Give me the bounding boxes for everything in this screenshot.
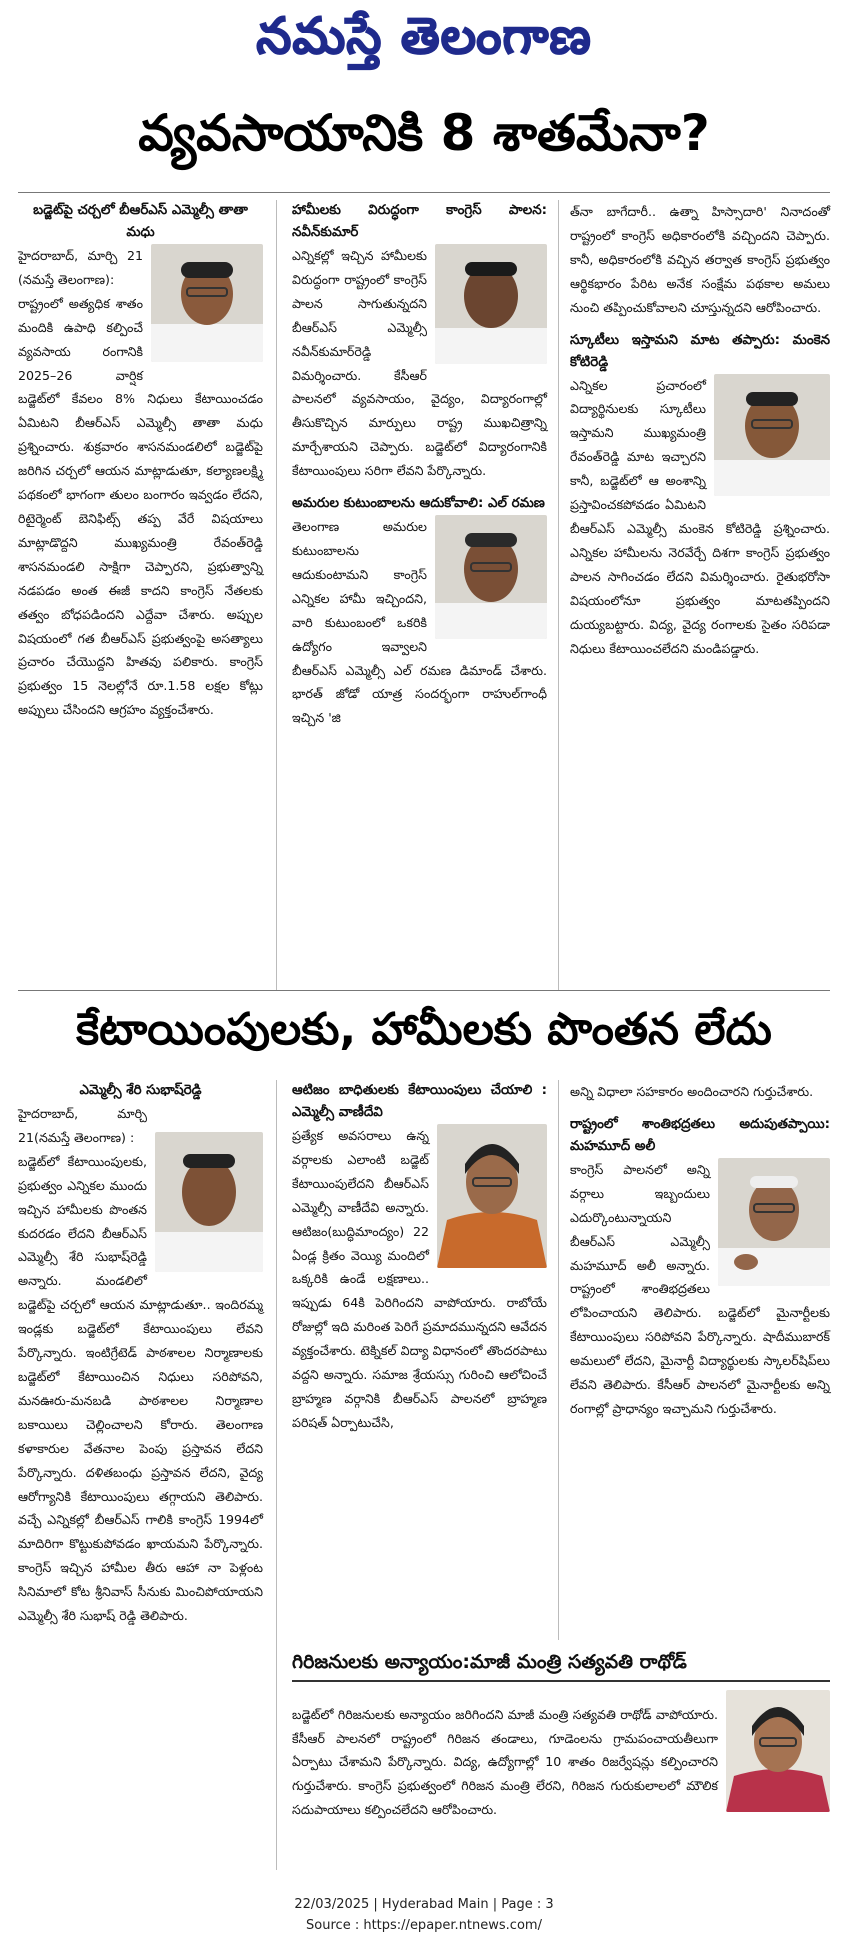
divider	[18, 990, 830, 991]
article-vani-devi	[292, 1080, 547, 1435]
article-naveen-kumar	[292, 200, 547, 730]
article-body: కాంగ్రెస్ పాలనలో అన్ని వర్గాలు ఇబ్బందులు ఎదుర్కొంటున్నాయని బీఆర్‌ఎస్ ఎమ్మెల్సీ మహమూద్ అలీ అన్నారు. రాష్ట్రంలో శాంతిభద్రతలు లోపించాయని తెలిపారు. బడ్జెట్‌లో మైనార్టీలకు కేటాయింపులు సరిపోవని పేర్కొన్నారు. షాదీముబారక్ అమలులో లేదని, మైనార్టీ విద్యార్థులకు స్కాలర్‌షిప్‌లు లేవని తెలిపారు. కేసీఆర్ పాలనలో మైనార్టీలకు అన్ని రంగాల్లో ప్రాధాన్యం ఇచ్చామని గుర్తుచేశారు.	[570, 1161, 830, 1416]
portrait-photo	[437, 1124, 547, 1268]
article-body: రాష్ట్రంలో అత్యధిక శాతం మందికి ఉపాధి కల్పించే వ్యవసాయ రంగానికి 2025–26 వార్షిక బడ్జెట్‌లో కేవలం 8% నిధులు కేటాయించడం ఏమిటని బీఆర్‌ఎస్ ఎమ్మెల్సీ తాతా మధు ప్రశ్నించారు. శుక్రవారం శాసనమండలిలో బడ్జెట్‌పై జరిగిన చర్చలో ఆయన మాట్లాడుతూ, కల్యాణలక్ష్మి పథకంలో భాగంగా తులం బంగారం ఇవ్వడం లేదని, రిటైర్మెంట్ బెనిఫిట్స్ తప్ప వేరే విషయాలు మాట్లాడొద్దని ముఖ్యమంత్రి రేవంత్‌రెడ్డి శాసనమండలి సాక్షిగా చెప్పారని, ప్రభుత్వాన్ని నడపడం అంత ఈజీ కాదని కాంగ్రెస్ నేతలకు తత్వం బోధపడిందని ఎద్దేవా చేశారు. అప్పుల విషయంలో గత బీఆర్‌ఎస్ ప్రభుత్వంపై అసత్యాలు ప్రచారం చేయొద్దని హితవు పలికారు. కాంగ్రెస్ ప్రభుత్వం 15 నెలల్లోనే రూ.1.58 లక్షల కోట్లు అప్పులు చేసిందని ఆగ్రహం వ్యక్తంచేశారు.	[18, 295, 263, 718]
article-subhead: రాష్ట్రంలో శాంతిభద్రతలు అదుపుతప్పాయి: మహమూద్ అలీ	[570, 1116, 830, 1154]
article-body: ఎన్నికల్లో ఇచ్చిన హామీలకు విరుద్ధంగా రాష్ట్రంలో కాంగ్రెస్ పాలన సాగుతున్నదని బీఆర్‌ఎస్ ఎమ్మెల్సీ నవీన్‌కుమార్‌రెడ్డి విమర్శించారు. కేసీఆర్ పాలనలో వ్యవసాయం, వైద్యం, విద్యారంగాల్లో తీసుకొచ్చిన మార్పులు రాష్ట్ర ముఖచిత్రాన్ని మార్చేశాయని చెప్పారు. బడ్జెట్‌లో విద్యారంగానికి కేటాయింపులు సరిగా లేవని పేర్కొన్నారు.	[292, 248, 547, 479]
article-subhead: స్కూటీలు ఇస్తామని మాట తప్పారు: మంకెన కోటిరెడ్డి	[570, 332, 830, 370]
portrait-photo	[155, 1132, 263, 1272]
portrait-photo	[714, 374, 830, 496]
footer-source: Source : https://epaper.ntnews.com/	[306, 1918, 542, 1933]
divider	[18, 192, 830, 193]
article-subhead: ఆటిజం బాధితులకు కేటాయింపులు చేయాలి : ఎమ్మెల్సీ వాణీదేవి	[292, 1083, 547, 1120]
article-body: అన్ని విధాలా సహకారం అందించారని గుర్తుచేశారు.	[570, 1084, 814, 1099]
article-dateline: హైదరాబాద్, మార్చి 21(నమస్తే తెలంగాణ) :	[18, 1106, 147, 1145]
column-divider	[558, 1080, 559, 1640]
column-divider	[276, 1080, 277, 1870]
portrait-photo	[435, 515, 547, 639]
article-subhash-reddy	[18, 1080, 263, 1628]
article-tata-madhu	[18, 200, 263, 722]
article-body: త్‌నా బాగేదారీ.. ఉత్నా హిస్సాదారి' నినాదంతో రాష్ట్రంలో కాంగ్రెస్ అధికారంలోకి వచ్చిందని చెప్పారు. కానీ, అధికారంలోకి వచ్చిన తర్వాత కాంగ్రెస్ ప్రభుత్వం ఆర్థికభారం పేరిట అనేక సంక్షేమ పథకాల అమలు నుంచి తప్పించుకోవాలని చూస్తున్నదని ఆరోపించారు.	[570, 204, 830, 315]
headline-allocations: కేటాయింపులకు, హామీలకు పొంతన లేదు	[76, 1004, 772, 1055]
article-column-3	[570, 200, 830, 660]
article-body: బడ్జెట్‌లో కేటాయింపులకు, ప్రభుత్వం ఎన్నికల ముందు ఇచ్చిన హామీలకు పొంతన కుదరడం లేదని బీఆర్‌ఎస్ ఎమ్మెల్సీ శేరి సుభాష్‌రెడ్డి అన్నారు. మండలిలో బడ్జెట్‌పై చర్చలో ఆయన మాట్లాడుతూ.. ఇందిరమ్మ ఇండ్లకు బడ్జెట్‌లో కేటాయింపులు లేవని పేర్కొన్నారు. ఇంటిగ్రేటెడ్ పాఠశాలల నిర్మాణాలకు బడ్జెట్‌లో కేటాయించిన నిధులు సరిపోవని, మనఊరు-మనబడి పాఠశాలల నిర్మాణాల బకాయిలు చెల్లించాలని కోరారు. తెలంగాణ కళాకారుల వేతనాల పెంపు ప్రస్తావన లేదని పేర్కొన్నారు. దళితబంధు ప్రస్తావన లేదని, వైద్య ఆరోగ్యానికి కేటాయింపులు తగ్గాయని తెలిపారు. వచ్చే ఎన్నికల్లో బీఆర్‌ఎస్ గాలికి కాంగ్రెస్ 1994లో మాదిరిగా కొట్టుకుపోవడం ఖాయమని పేర్కొన్నారు. కాంగ్రెస్ ఇచ్చిన హామీల తీరు ఆహా నా పెళ్లంట సినిమాలో కోట శ్రీనివాస్ సీనుకు మించిపోయాయని ఎమ్మెల్సీ శేరి సుభాష్ రెడ్డి తెలిపారు.	[18, 1153, 263, 1624]
article-banner-satyavathi: గిరిజనులకు అన్యాయం:మాజీ మంత్రి సత్యవతి రాథోడ్	[292, 1648, 830, 1682]
article-body: ఎన్నికల ప్రచారంలో విద్యార్థినులకు స్కూటీలు ఇస్తామని ముఖ్యమంత్రి రేవంత్‌రెడ్డి మాట ఇచ్చారని కానీ, బడ్జెట్‌లో ఆ అంశాన్ని ప్రస్తావించకపోవడం ఏమిటని బీఆర్‌ఎస్ ఎమ్మెల్సీ మంకెన కోటిరెడ్డి ప్రశ్నించారు. ఎన్నికల హామీలను నెరవేర్చే దిశగా కాంగ్రెస్ ప్రభుత్వం పాలన సాగించడం లేదని విమర్శించారు. రైతుభరోసా విషయంలోనూ ప్రభుత్వం మాటతప్పిందని దుయ్యబట్టారు. విద్య, వైద్య రంగాలకు సైతం సరిపడా నిధులు కేటాయించలేదని మండిపడ్డారు.	[570, 377, 830, 656]
portrait-photo	[718, 1158, 830, 1286]
masthead	[0, 6, 848, 76]
portrait-photo	[435, 244, 547, 364]
masthead-title: నమస్తే తెలంగాణ	[256, 6, 592, 65]
article-body: తెలంగాణ అమరుల కుటుంబాలను ఆదుకుంటామని కాంగ్రెస్ ఎన్నికల హామీ ఇచ్చిందని, వారి కుటుంబంలో ఒకరికి ఉద్యోగం ఇవ్వాలని బీఆర్‌ఎస్ ఎమ్మెల్సీ ఎల్ రమణ డిమాండ్ చేశారు. భారత్ జోడో యాత్ర సందర్భంగా రాహుల్‌గాంధీ ఇచ్చిన 'జి	[292, 519, 547, 726]
column-divider	[558, 200, 559, 990]
article-body: బడ్జెట్‌లో గిరిజనులకు అన్యాయం జరిగిందని మాజీ మంత్రి సత్యవతి రాథోడ్ వాపోయారు. కేసీఆర్ పాలనలో రాష్ట్రంలో గిరిజన తండాలు, గూడెంలను గ్రామపంచాయతీలుగా ఏర్పాటు చేశామని పేర్కొన్నారు. విద్య, ఉద్యోగాల్లో 10 శాతం రిజర్వేషన్లు కల్పించారని గుర్తుచేశారు. కాంగ్రెస్ ప్రభుత్వంలో గిరిజన మంత్రి లేరని, గిరిజన గురుకులాలలో మౌలిక సదుపాయాలు కల్పించలేదని ఆరోపించారు.	[292, 1706, 718, 1818]
column-divider	[276, 200, 277, 990]
article-subhead: బడ్జెట్‌పై చర్చలో బీఆర్‌ఎస్ ఎమ్మెల్సీ తాతా మధు	[33, 203, 248, 240]
portrait-photo	[151, 244, 263, 362]
article-subhead: ఎమ్మెల్సీ శేరి సుభాష్‌రెడ్డి	[79, 1083, 202, 1098]
article-subhead: హామీలకు విరుద్ధంగా కాంగ్రెస్ పాలన: నవీన్‌కుమార్	[292, 203, 547, 240]
article-mahmood-ali	[570, 1080, 830, 1421]
article-dateline: హైదరాబాద్, మార్చి 21 (నమస్తే తెలంగాణ):	[18, 248, 143, 287]
footer-edition-info: 22/03/2025 | Hyderabad Main | Page : 3	[294, 1897, 554, 1912]
article-subhead: అమరుల కుటుంబాలను ఆదుకోవాలి: ఎల్ రమణ	[292, 496, 545, 512]
portrait-photo	[726, 1690, 830, 1812]
article-satyavathi-rathod	[292, 1690, 830, 1835]
article-body: ప్రత్యేక అవసరాలు ఉన్న వర్గాలకు ఎలాంటి బడ్జెట్ కేటాయింపులేదని బీఆర్‌ఎస్ ఎమ్మెల్సీ వాణీదేవి అన్నారు. ఆటిజం(బుద్ధిమాంద్యం) 22 ఏండ్ల క్రితం వెయ్యి మందిలో ఒక్కరికి ఉండే లక్షణాలు.. ఇప్పుడు 64కి పెరిగిందని వాపోయారు. రాబోయే రోజుల్లో ఇది మరింత పెరిగే ప్రమాదమున్నదని ఆవేదన వ్యక్తంచేశారు. టెక్నికల్ విద్యా విధానంలో తొందరపాటు వద్దని అన్నారు. సమాజ శ్రేయస్సు గురించి ఆలోచించే బ్రాహ్మణ వర్గానికి బీఆర్‌ఎస్ పాలనలో బ్రాహ్మణ పరిషత్ ఏర్పాటుచేసి,	[292, 1128, 547, 1430]
headline-agriculture: వ్యవసాయానికి 8 శాతమేనా?	[138, 104, 710, 162]
